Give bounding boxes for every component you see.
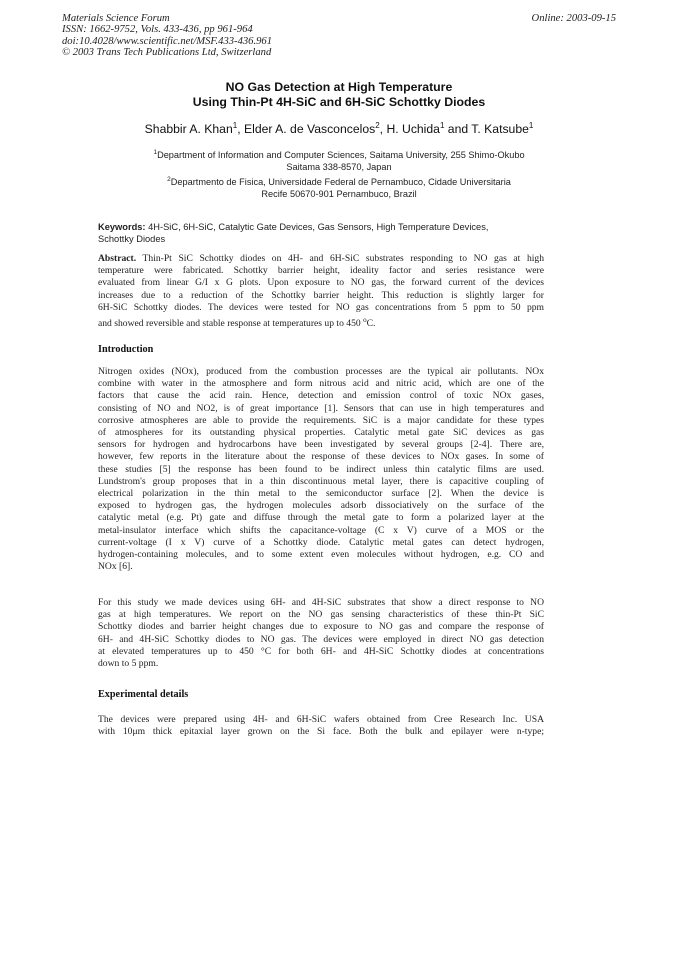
journal-copyright: © 2003 Trans Tech Publications Ltd, Switzerland xyxy=(62,47,272,59)
paper-title xyxy=(60,80,618,110)
abstract-line: C. xyxy=(366,318,376,330)
author-separator: , xyxy=(379,122,387,137)
author-affiliation-mark: 1 xyxy=(439,121,445,130)
online-date: Online: 2003-09-15 xyxy=(531,13,616,24)
journal-issn: ISSN: 1662-9752, Vols. 433-436, pp 961-964 xyxy=(62,24,253,36)
author-name: Elder A. de Vasconcelos xyxy=(243,122,376,137)
keywords-text: 4H-SiC, 6H-SiC, Catalytic Gate Devices, Gas Sensors, High Temperature Devices, xyxy=(145,222,489,232)
abstract-line: evaluated from linear G/I x G plots. Upon exposure to NO gas, the forward current of the devices xyxy=(98,277,544,289)
author-list xyxy=(60,121,618,136)
paragraph-line: For this study we made devices using 6H- and 4H-SiC substrates that show a direct response to NO xyxy=(98,597,544,608)
paragraph-line: metal-insulator interface which shifts the capacitance-voltage (C x V) curve of a MOS or the xyxy=(98,524,544,536)
paragraph-line: however, few reports in the literature about the response of these devices to NOx gases. In some of xyxy=(98,451,544,463)
section-heading-experimental: Experimental details xyxy=(98,689,189,700)
affiliation-line: Saitama 338-8570, Japan xyxy=(286,162,392,173)
abstract-label: Abstract. xyxy=(98,253,137,264)
author-affiliation-mark: 2 xyxy=(375,121,380,130)
abstract-line: increases due to a reduction of the Schottky barrier height. This reduction is slightly larger for xyxy=(98,289,544,301)
paragraph-line: consisting of NO and NO2, is of great importance [1]. Sensors that can use in high temperatures and xyxy=(98,402,544,414)
introduction-paragraph-1 xyxy=(98,366,544,573)
title-line-2: Using Thin-Pt 4H-SiC and 6H-SiC Schottky Diodes xyxy=(192,95,486,109)
abstract-line: Thin-Pt SiC Schottky diodes on 4H- and 6H-SiC substrates responding to NO gas at high xyxy=(136,253,544,264)
author-separator: , xyxy=(237,122,244,137)
paragraph-line: Schottky diodes and barrier height changes due to exposure to NO gas and compare the response of xyxy=(98,621,544,633)
experimental-paragraph-1 xyxy=(98,714,544,738)
abstract-line: temperature were fabricated. Schottky barrier height, ideality factor and series resistance were xyxy=(98,265,544,277)
affiliation-line: Recife 50670-901 Pernambuco, Brazil xyxy=(261,189,417,200)
journal-header xyxy=(62,13,272,59)
keywords xyxy=(98,221,560,246)
paragraph-line: combine with water in the atmosphere and form nitrous acid and nitric acid, which are one of the xyxy=(98,378,544,390)
author-name: T. Katsube xyxy=(471,122,529,137)
affiliation-line: Departmento de Fisica, Universidade Federal de Pernambuco, Cidade Universitaria xyxy=(170,177,511,188)
paragraph-line: Lundstrom's group proposes that in a thin discontinuous metal layer, there is capacitive coupling of xyxy=(98,475,544,487)
paragraph-line: exposed to hydrogen gas, the hydrogen molecules adsorb dissociatively on the surface of the xyxy=(98,500,544,512)
affiliation-1 xyxy=(60,147,618,173)
paragraph-line: of atmospheres for its outstanding physical properties. Catalytic metal gate SiC devices as gas xyxy=(98,427,544,439)
paragraph-line: current-voltage (I x V) curve of a Schottky diode. Catalytic metal gates can detect hydrogen, xyxy=(98,536,544,548)
author-name: Shabbir A. Khan xyxy=(144,122,233,137)
paragraph-line: factors that cause the acid rain. Hence, detection and emission control of toxic NOx gases, xyxy=(98,390,544,402)
title-line-1: NO Gas Detection at High Temperature xyxy=(225,80,453,94)
paragraph-line: gas at high temperatures. We report on the NO gas sensing characteristics of these thin-Pt SiC xyxy=(98,609,544,621)
keywords-label: Keywords: xyxy=(98,222,146,232)
author-affiliation-mark: 1 xyxy=(232,121,238,130)
journal-name: Materials Science Forum xyxy=(62,13,170,24)
paragraph-line: at elevated temperatures up to 450 °C for both 6H- and 4H-SiC Schottky diodes at concentrations xyxy=(98,645,544,657)
paragraph-line: catalytic metal (e.g. Pt) gate and diffuse through the metal gate to form a polarized layer at the xyxy=(98,512,544,524)
paragraph-line: The devices were prepared using 4H- and 6H-SiC wafers obtained from Cree Research Inc. USA xyxy=(98,714,544,725)
affiliation-2 xyxy=(60,174,618,200)
paragraph-line: electrical polarization in the thin metal to the semiconductor surface [2]. When the device is xyxy=(98,488,544,500)
affiliation-mark: 2 xyxy=(167,176,171,183)
paragraph-line: down to 5 ppm. xyxy=(98,658,159,670)
paragraph-line: corrosive atmospheres are able to provide the requirements. SiC is a major candidate for these types xyxy=(98,414,544,426)
paragraph-line: these studies [5] the response has been found to be indirect unless thin catalytic films are used. xyxy=(98,463,544,475)
affiliation-mark: 1 xyxy=(153,149,158,156)
degree-mark: o xyxy=(363,316,367,325)
author-name: H. Uchida xyxy=(386,122,440,137)
paragraph-line: Nitrogen oxides (NOx), produced from the combustion processes are the typical air pollutants. NOx xyxy=(98,366,544,377)
author-affiliation-mark: 1 xyxy=(528,121,534,130)
keywords-text: Schottky Diodes xyxy=(98,234,166,245)
author-separator: and xyxy=(444,122,472,137)
paragraph-line: NOx [6]. xyxy=(98,561,133,573)
abstract xyxy=(98,253,544,330)
paragraph-line: with 10μm thick epitaxial layer grown on the Si face. Both the bulk and epilayer were n-type; xyxy=(98,726,544,738)
paragraph-line: sensors for hydrogen and hydrocarbons have been investigated by several groups [2-4]. There are, xyxy=(98,439,544,451)
paragraph-line: hydrogen-containing molecules, and to some extent even molecules without hydrogen, e.g. CO and xyxy=(98,549,544,561)
journal-doi: doi:10.4028/www.scientific.net/MSF.433-436.961 xyxy=(62,35,272,47)
affiliation-line: Department of Information and Computer Sciences, Saitama University, 255 Shimo-Okubo xyxy=(157,150,525,161)
abstract-line: 6H-SiC Schottky diodes. The devices were tested for NO gas concentrations from 5 ppm to 50 ppm xyxy=(98,301,544,313)
section-heading-introduction: Introduction xyxy=(98,344,154,355)
introduction-paragraph-2 xyxy=(98,597,544,670)
abstract-line: and showed reversible and stable response at temperatures up to 450 xyxy=(98,318,364,330)
paragraph-line: 6H- and 4H-SiC Schottky diodes to NO gas. The devices were employed in direct NO gas detection xyxy=(98,633,544,645)
